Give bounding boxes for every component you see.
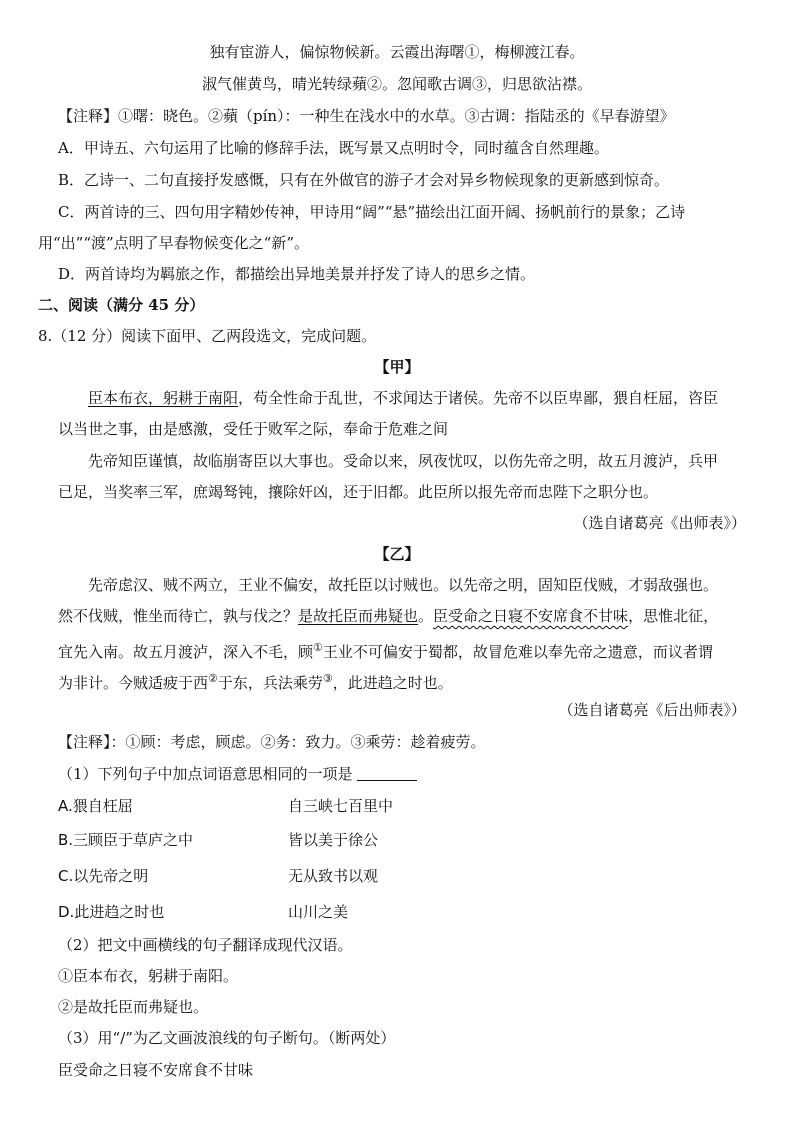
option-c-line-2: 用“出”“渡”点明了早春物候变化之“新”。 bbox=[38, 234, 310, 252]
jia-paragraph-1-line-1: 臣本布衣，躬耕于南阳，苟全性命于乱世，不求闻达于诸侯。先帝不以臣卑鄙，猥自枉屈，咨臣 bbox=[88, 389, 719, 407]
yi-line-1: 先帝虑汉、贼不两立，王业不偏安，故托臣以讨贼也。以先帝之明，固知臣伐贼，才弱敌强也。 bbox=[88, 576, 719, 594]
choice-row: C.以先帝之明 无从致书以观 bbox=[58, 867, 379, 885]
option-d: D．两首诗均为羁旅之作，都描绘出异地美景并抒发了诗人的思乡之情。 bbox=[58, 265, 536, 283]
question-8: 8.（12 分）阅读下面甲、乙两段选文，完成问题。 bbox=[38, 327, 377, 345]
option-b: B．乙诗一、二句直接抒发感慨，只有在外做官的游子才会对异乡物候现象的更新感到惊奇。 bbox=[58, 171, 670, 189]
question-8-1: （1）下列句子中加点词语意思相同的一项是 bbox=[58, 764, 794, 784]
jia-paragraph-2-line-2: 已足，当奖率三军，庶竭驽钝，攘除奸凶，还于旧都。此臣所以报先帝而忠陛下之职分也。 bbox=[58, 483, 659, 501]
choice-row: A.猥自枉屈 自三峡七百里中 bbox=[58, 797, 394, 815]
yi-line-4: 为非计。今贼适疲于西②于东，兵法乘劳③，此进趋之时也。 bbox=[58, 672, 453, 692]
yi-line-2: 然不伐贼，惟坐而待亡，孰与伐之？是故托臣而弗疑也。臣受命之日寝不安席食不甘味，思惟北征， bbox=[58, 607, 719, 625]
option-c-line-1: C．两首诗的三、四句用字精妙传神，甲诗用“阔”“悬”描绘出江面开阔、扬帆前行的景象；乙诗 bbox=[58, 203, 686, 221]
jia-paragraph-2-line-1: 先帝知臣谨慎，故临崩寄臣以大事也。受命以来，夙夜忧叹，以伤先帝之明，故五月渡泸，兵甲 bbox=[88, 452, 719, 470]
yi-note: 【注释】：①顾：考虑，顾虑。②务：致力。③乘劳：趁着疲劳。 bbox=[58, 733, 486, 751]
yi-line-3: 宜先入南。故五月渡泸，深入不毛，顾①王业不可偏安于蜀都，故冒危难以奉先帝之遗意，而议者谓 bbox=[58, 641, 713, 661]
option-a: A．甲诗五、六句运用了比喻的修辞手法，既写景又点明时令，同时蕴含自然理趣。 bbox=[58, 139, 609, 157]
punctuation-sentence: 臣受命之日寝不安席食不甘味 bbox=[58, 1061, 254, 1079]
translate-item-1: ①臣本布衣，躬耕于南阳。 bbox=[58, 967, 239, 985]
jia-underlined-sentence: 臣本布衣，躬耕于南阳 bbox=[88, 389, 239, 407]
question-8-2: （2）把文中画横线的句子翻译成现代汉语。 bbox=[58, 936, 353, 954]
choice-row: B.三顾臣于草庐之中 皆以美于徐公 bbox=[58, 831, 379, 849]
passage-yi-heading: 【乙】 bbox=[374, 545, 420, 563]
jia-source: （选自诸葛亮《出师表》） bbox=[573, 514, 746, 532]
choice-row: D.此进趋之时也 山川之美 bbox=[58, 903, 349, 921]
poem-line-2: 淑气催黄鸟，晴光转绿蘋②。忽闻歌古调③，归思欲沾襟。 bbox=[201, 75, 592, 93]
yi-source: （选自诸葛亮《后出师表》） bbox=[558, 701, 746, 719]
yi-underlined-sentence: 是故托臣而弗疑也 bbox=[298, 607, 419, 625]
jia-paragraph-1-line-2: 以当世之事，由是感激，受任于败军之际，奉命于危难之间 bbox=[58, 420, 449, 438]
translate-item-2: ②是故托臣而弗疑也。 bbox=[58, 998, 209, 1016]
poem-line-1: 独有宦游人，偏惊物候新。云霞出海曙①，梅柳渡江春。 bbox=[209, 43, 585, 61]
poem-note: 【注释】①曙：晓色。②蘋（pín）：一种生在浅水中的水草。③古调：指陆丞的《早春游望》 bbox=[58, 107, 675, 125]
question-8-3: （3）用“/”为乙文画波浪线的句子断句。（断两处） bbox=[58, 1029, 396, 1047]
yi-wavy-sentence: 臣受命之日寝不安席食不甘味 bbox=[433, 607, 629, 625]
answer-blank[interactable] bbox=[357, 766, 417, 781]
passage-jia-heading: 【甲】 bbox=[374, 358, 420, 376]
section-heading: 二、阅读（满分 45 分） bbox=[38, 296, 205, 314]
